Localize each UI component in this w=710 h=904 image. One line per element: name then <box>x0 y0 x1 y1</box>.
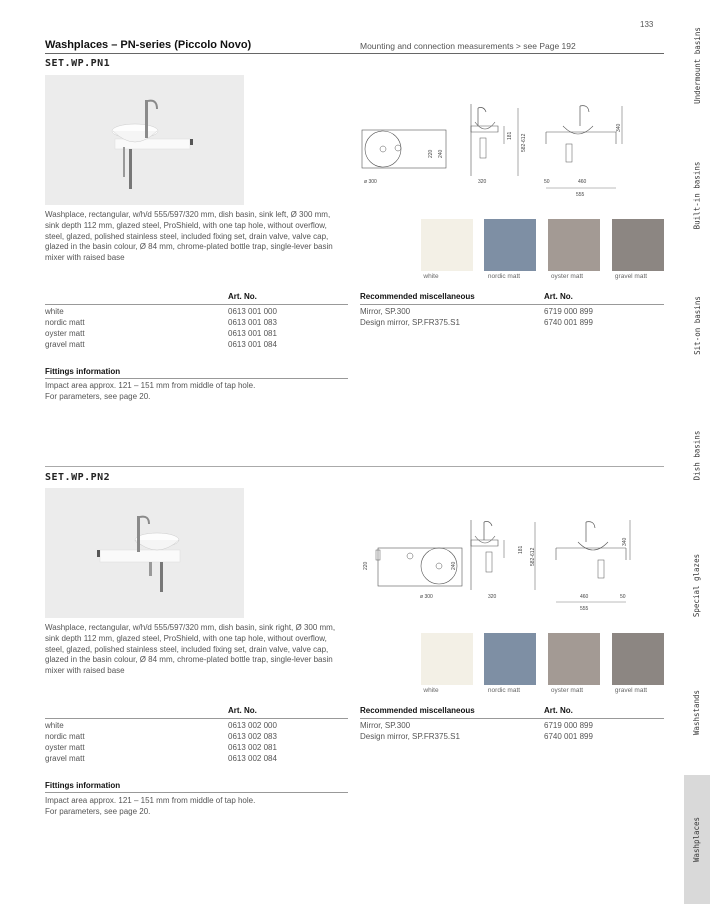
dimension-label: 320 <box>488 594 497 600</box>
fittings-rule <box>45 792 348 793</box>
side-tab-washplaces[interactable] <box>684 775 710 904</box>
swatch-label: nordic matt <box>487 687 521 694</box>
side-tab-label: Built-in basins <box>692 161 702 229</box>
dimension-label: 320 <box>478 179 487 185</box>
mounting-note[interactable]: Mounting and connection measurements > see Page 192 <box>360 41 576 51</box>
product-photo <box>45 75 244 205</box>
section-divider <box>45 466 664 467</box>
side-tab-label: Sit-on basins <box>692 295 702 355</box>
color-swatch[interactable] <box>548 633 600 685</box>
dimension-label: 50 <box>620 594 626 600</box>
fittings-line: For parameters, see page 20. <box>45 392 151 401</box>
product-photo <box>45 488 244 618</box>
table-rule <box>45 304 348 305</box>
variant-name: gravel matt <box>45 340 85 349</box>
fittings-title: Fittings information <box>45 367 121 376</box>
article-number: 0613 002 000 <box>228 721 277 730</box>
table-rule <box>360 304 664 305</box>
dimension-label: 460 <box>578 179 587 185</box>
misc-item-name: Mirror, SP.300 <box>360 307 411 316</box>
swatch-label: gravel matt <box>614 687 648 694</box>
dimension-label: 460 <box>580 594 589 600</box>
fittings-line: Impact area approx. 121 – 151 mm from middle of tap hole. <box>45 796 256 805</box>
page-number: 133 <box>640 20 654 29</box>
set-code: SET.WP.PN2 <box>45 472 111 483</box>
swatch-label: gravel matt <box>614 273 648 280</box>
art-no-header: Art. No. <box>228 292 257 301</box>
dimension-label: 340 <box>622 537 628 546</box>
article-number: 0613 002 084 <box>228 754 277 763</box>
dimension-label: 582-612 <box>530 547 536 566</box>
page-title: Washplaces – PN-series (Piccolo Novo) <box>45 39 252 51</box>
side-tab-dish-basins[interactable] <box>684 390 710 520</box>
product-description: Washplace, rectangular, w/h/d 555/597/320 mm, dish basin, sink left, Ø 300 mm, sink depth 112 mm, glazed steel, ProShield, with one tap hole, without overflow, steel, glazed, polished stainless steel, included fixing set, drain valve, valve cap, glazed in the basin colour, Ø 84 mm, chrome-plated bottle trap, single-lever basin mixer with raised base <box>45 210 333 263</box>
washplace-image <box>45 75 244 205</box>
dimension-label: 220 <box>428 149 434 158</box>
dimension-drawings <box>358 100 668 202</box>
dimension-label: 240 <box>438 149 444 158</box>
side-tab-washstands[interactable] <box>684 650 710 775</box>
variant-name: nordic matt <box>45 732 85 741</box>
dimension-label: 181 <box>518 545 524 554</box>
side-tab-label: Undermount basins <box>692 26 702 104</box>
side-tab-undermount-basins[interactable] <box>684 0 710 130</box>
misc-item-name: Design mirror, SP.FR375.S1 <box>360 732 460 741</box>
misc-item-number: 6719 000 899 <box>544 307 593 316</box>
dimension-label: 240 <box>451 561 457 570</box>
dimension-label: 220 <box>363 561 369 570</box>
variant-name: gravel matt <box>45 754 85 763</box>
article-number: 0613 002 083 <box>228 732 277 741</box>
color-swatch[interactable] <box>612 633 664 685</box>
header-rule <box>45 53 664 54</box>
washplace-image <box>45 488 244 618</box>
article-number: 0613 001 000 <box>228 307 277 316</box>
article-number: 0613 002 081 <box>228 743 277 752</box>
fittings-line: For parameters, see page 20. <box>45 807 151 816</box>
side-tab-label: Washstands <box>692 689 702 736</box>
dimension-label: 181 <box>507 131 513 140</box>
misc-item-name: Mirror, SP.300 <box>360 721 411 730</box>
fittings-line: Impact area approx. 121 – 151 mm from middle of tap hole. <box>45 381 256 390</box>
dimension-label: ø 300 <box>364 179 377 185</box>
color-swatch[interactable] <box>421 633 473 685</box>
swatch-label: white <box>423 273 439 280</box>
variant-name: white <box>45 307 64 316</box>
art-no-header: Art. No. <box>228 706 257 715</box>
dimension-label: 555 <box>576 192 585 198</box>
article-number: 0613 001 083 <box>228 318 277 327</box>
dimension-label: 50 <box>544 179 550 185</box>
dimension-label: 555 <box>580 606 589 612</box>
misc-art-no-header: Art. No. <box>544 292 573 301</box>
dimension-label: ø 300 <box>420 594 433 600</box>
variant-name: white <box>45 721 64 730</box>
set-code: SET.WP.PN1 <box>45 58 111 69</box>
misc-art-no-header: Art. No. <box>544 706 573 715</box>
variant-name: oyster matt <box>45 329 85 338</box>
side-tab-label: Special glazes <box>692 553 702 617</box>
fittings-rule <box>45 378 348 379</box>
misc-item-number: 6740 001 899 <box>544 318 593 327</box>
color-swatch[interactable] <box>421 219 473 271</box>
table-rule <box>45 718 348 719</box>
misc-header: Recommended miscellaneous <box>360 292 475 301</box>
swatch-label: nordic matt <box>487 273 521 280</box>
side-tab-label: Washplaces <box>692 816 702 863</box>
color-swatch[interactable] <box>484 219 536 271</box>
swatch-label: oyster matt <box>550 687 584 694</box>
dimension-drawings <box>358 516 668 618</box>
misc-item-name: Design mirror, SP.FR375.S1 <box>360 318 460 327</box>
misc-header: Recommended miscellaneous <box>360 706 475 715</box>
side-tab-sit-on-basins[interactable] <box>684 260 710 390</box>
misc-item-number: 6740 001 899 <box>544 732 593 741</box>
side-tab-special-glazes[interactable] <box>684 520 710 650</box>
variant-name: nordic matt <box>45 318 85 327</box>
article-number: 0613 001 081 <box>228 329 277 338</box>
swatch-label: white <box>423 687 439 694</box>
side-tab-label: Dish basins <box>692 430 702 480</box>
variant-name: oyster matt <box>45 743 85 752</box>
dimension-label: 340 <box>616 123 622 132</box>
swatch-label: oyster matt <box>550 273 584 280</box>
color-swatch[interactable] <box>484 633 536 685</box>
fittings-title: Fittings information <box>45 781 121 790</box>
product-description: Washplace, rectangular, w/h/d 555/597/320 mm, dish basin, sink right, Ø 300 mm, sink depth 112 mm, glazed steel, ProShield, with one tap hole, without overflow, steel, glazed, polished stainless steel, included fixing set, drain valve, valve cap, glazed in the basin colour, Ø 84 mm, chrome-plated bottle trap, single-lever basin mixer with raised base <box>45 623 336 676</box>
color-swatch[interactable] <box>548 219 600 271</box>
color-swatch[interactable] <box>612 219 664 271</box>
misc-item-number: 6719 000 899 <box>544 721 593 730</box>
dimension-label: 582-612 <box>521 133 527 152</box>
article-number: 0613 001 084 <box>228 340 277 349</box>
table-rule <box>360 718 664 719</box>
side-tab-built-in-basins[interactable] <box>684 130 710 260</box>
